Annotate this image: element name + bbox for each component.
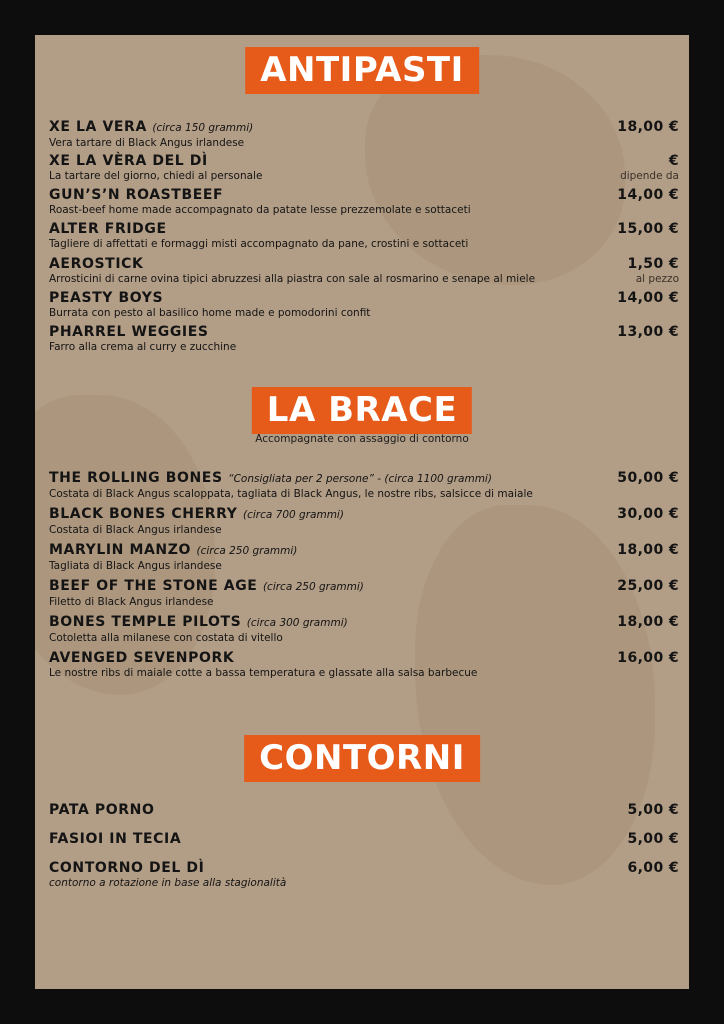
item-price: 16,00 € (617, 650, 679, 666)
item-name: AVENGED SEVENPORK (49, 650, 235, 666)
item-description: contorno a rotazione in base alla stagionalità (49, 877, 287, 889)
item-name: PEASTY BOYS (49, 290, 164, 306)
item-price: 14,00 € (617, 187, 679, 203)
item-name: XE LA VÈRA DEL DÌ (49, 153, 208, 169)
item-price: 6,00 € (627, 860, 679, 876)
section-title-antipasti: ANTIPASTI (248, 47, 476, 94)
item-description: Farro alla crema al curry e zucchine (49, 341, 237, 353)
item-description: Costata di Black Angus irlandese (49, 524, 222, 536)
item-description: La tartare del giorno, chiedi al personale (49, 170, 263, 182)
item-price: 14,00 € (617, 290, 679, 306)
item-name: CONTORNO DEL DÌ (49, 860, 205, 876)
menu-item (49, 290, 679, 320)
item-name: PATA PORNO (49, 802, 155, 818)
item-name: FASIOI IN TECIA (49, 831, 182, 847)
price-note: dipende da (620, 170, 679, 182)
item-price: 5,00 € (627, 831, 679, 847)
item-description: Tagliata di Black Angus irlandese (49, 560, 222, 572)
item-price: 13,00 € (617, 324, 679, 340)
item-name: ALTER FRIDGE (49, 221, 167, 237)
menu-item (49, 221, 679, 251)
menu-item (49, 256, 679, 286)
menu-item (49, 119, 679, 150)
menu-item (49, 650, 679, 680)
menu-item (49, 153, 679, 183)
item-price: 50,00 € (617, 470, 679, 486)
item-price: 30,00 € (617, 506, 679, 522)
item-name: BLACK BONES CHERRY (circa 700 grammi) (49, 506, 344, 522)
menu-item (49, 506, 679, 537)
item-description: Arrosticini di carne ovina tipici abruzzesi alla piastra con sale al rosmarino e senape al miele (49, 273, 536, 285)
item-price: 5,00 € (627, 802, 679, 818)
item-price: 25,00 € (617, 578, 679, 594)
item-price: 15,00 € (617, 221, 679, 237)
menu-page (35, 35, 689, 989)
item-description: Cotoletta alla milanese con costata di vitello (49, 632, 283, 644)
menu-item (49, 614, 679, 645)
section-title-contorni: CONTORNI (247, 735, 477, 782)
item-price: 1,50 € (627, 256, 679, 272)
menu-item (49, 860, 679, 890)
item-name: GUN’S’N ROASTBEEF (49, 187, 224, 203)
section-subtitle: Accompagnate con assaggio di contorno (255, 433, 469, 445)
item-name: BONES TEMPLE PILOTS (circa 300 grammi) (49, 614, 348, 630)
item-name: AEROSTICK (49, 256, 144, 272)
menu-item (49, 831, 679, 848)
menu-item (49, 578, 679, 609)
item-name: THE ROLLING BONES “Consigliata per 2 persone” - (circa 1100 grammi) (49, 470, 492, 486)
item-description: Tagliere di affettati e formaggi misti accompagnato da pane, crostini e sottaceti (49, 238, 469, 250)
item-price: € (668, 153, 679, 169)
item-description: Le nostre ribs di maiale cotte a bassa temperatura e glassate alla salsa barbecue (49, 667, 478, 679)
menu-item (49, 802, 679, 819)
item-name: XE LA VERA (circa 150 grammi) (49, 119, 254, 135)
item-description: Vera tartare di Black Angus irlandese (49, 137, 245, 149)
section-title-la-brace: LA BRACE (255, 387, 469, 434)
item-price: 18,00 € (617, 542, 679, 558)
menu-item (49, 542, 679, 573)
item-description: Filetto di Black Angus irlandese (49, 596, 214, 608)
price-note: al pezzo (635, 273, 679, 285)
menu-item (49, 187, 679, 217)
item-name: PHARREL WEGGIES (49, 324, 209, 340)
menu-item (49, 470, 679, 501)
item-name: BEEF OF THE STONE AGE (circa 250 grammi) (49, 578, 364, 594)
item-price: 18,00 € (617, 119, 679, 135)
item-price: 18,00 € (617, 614, 679, 630)
item-description: Costata di Black Angus scaloppata, tagliata di Black Angus, le nostre ribs, salsicce di maiale (49, 488, 533, 500)
item-name: MARYLIN MANZO (circa 250 grammi) (49, 542, 298, 558)
menu-item (49, 324, 679, 354)
item-description: Roast-beef home made accompagnato da patate lesse prezzemolate e sottaceti (49, 204, 471, 216)
item-description: Burrata con pesto al basilico home made e pomodorini confit (49, 307, 371, 319)
